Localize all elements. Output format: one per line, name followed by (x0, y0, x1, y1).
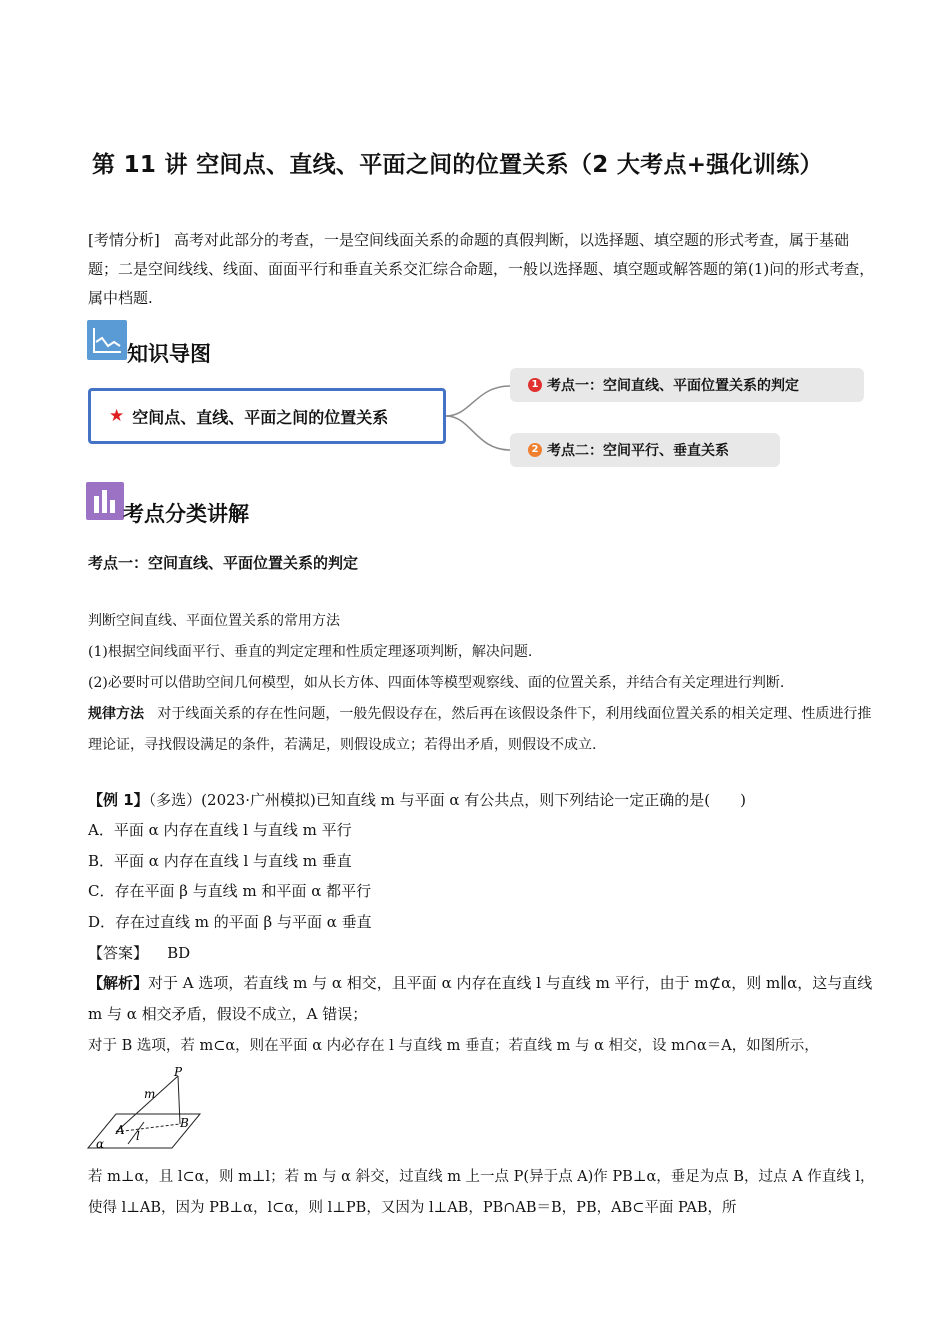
branch-label: 考点一：空间直线、平面位置关系的判定 (547, 378, 799, 394)
geometry-figure (86, 1062, 216, 1154)
analysis-label: 【解析】 (88, 974, 149, 992)
line-chart-icon (87, 320, 127, 360)
rule-text: 对于线面关系的存在性问题，一般先假设存在，然后再在该假设条件下，利用线面位置关系的相关定理、性质进行推理论证，寻找假设满足的条件，若满足，则假设成立；若得出矛盾，则假设不成立. (88, 706, 872, 753)
analysis-2: 对于 B 选项，若 m⊂α，则在平面 α 内必存在 l 与直线 m 垂直；若直线 m 与 α 相交，设 m∩α＝A，如图所示， (88, 1038, 819, 1054)
label-alpha: α (96, 1137, 105, 1151)
rule-paragraph (88, 699, 878, 761)
option-b: B．平面 α 内存在直线 l 与直线 m 垂直 (88, 852, 352, 870)
topic1-heading: 考点一：空间直线、平面位置关系的判定 (88, 554, 359, 572)
method-1: (1)根据空间线面平行、垂直的判定定理和性质定理逐项判断，解决问题. (88, 644, 533, 660)
answer-label: 【答案】 (88, 944, 149, 962)
option-c: C．存在平面 β 与直线 m 和平面 α 都平行 (88, 882, 372, 900)
answer-value: BD (167, 944, 191, 962)
analysis-1-text: 对于 A 选项，若直线 m 与 α 相交，且平面 α 内存在直线 l 与直线 m 平行，由于 m⊄α，则 m∥α，这与直线 m 与 α 相交矛盾，假设不成立，A 错误； (88, 974, 873, 1023)
mind-map-root-label: 空间点、直线、平面之间的位置关系 (132, 407, 389, 427)
option-a: A．平面 α 内存在直线 l 与直线 m 平行 (88, 821, 352, 839)
intro-text: 高考对此部分的考查，一是空间线面关系的命题的真假判断，以选择题、填空题的形式考查，属于基础题；二是空间线线、线面、面面平行和垂直关系交汇综合命题，一般以选择题、填空题或解答题的第(1)问的形式考查，属中档题. (88, 231, 875, 307)
branch-label: 考点二：空间平行、垂直关系 (547, 443, 729, 459)
mind-map-branch-2 (510, 433, 780, 467)
classify-heading: 考点分类讲解 (123, 502, 249, 526)
intro-tag: [考情分析] (88, 231, 160, 249)
method-title: 判断空间直线、平面位置关系的常用方法 (88, 613, 340, 629)
label-b: B (180, 1116, 189, 1130)
star-icon: ★ (109, 406, 125, 426)
analysis-1 (88, 968, 878, 1030)
label-p: P (174, 1065, 183, 1079)
example-stem-text: （多选）(2023·广州模拟)已知直线 m 与平面 α 有公共点，则下列结论一定正确的是( ) (148, 791, 746, 809)
example-label: 【例 1】 (88, 791, 149, 809)
intro-paragraph (88, 226, 878, 313)
example-stem (88, 789, 746, 810)
method-2: (2)必要时可以借助空间几何模型，如从长方体、四面体等模型观察线、面的位置关系，并结合有关定理进行判断. (88, 675, 785, 691)
branch-number-badge: 1 (528, 378, 542, 392)
mind-map-branch-1 (510, 368, 864, 402)
rule-label: 规律方法 (88, 706, 144, 722)
mind-map-connectors (446, 378, 516, 458)
option-d: D．存在过直线 m 的平面 β 与平面 α 垂直 (88, 913, 372, 931)
branch-number-badge: 2 (528, 443, 542, 457)
analysis-3: 若 m⊥α，且 l⊂α，则 m⊥l；若 m 与 α 斜交，过直线 m 上一点 P(异于点 A)作 PB⊥α，垂足为点 B，过点 A 作直线 l，使得 l⊥AB，因为 PB⊥α，l⊂α，则 l⊥PB，又因为 l⊥AB，PB∩AB＝B，PB，AB⊂平面 PAB，所 (88, 1169, 875, 1216)
mind-map-root (88, 388, 446, 444)
label-a: A (116, 1123, 125, 1137)
page-title: 第 11 讲 空间点、直线、平面之间的位置关系（2 大考点+强化训练） (92, 152, 823, 178)
method-block (88, 606, 878, 761)
label-l: l (136, 1129, 140, 1143)
label-m: m (144, 1087, 156, 1101)
bar-chart-icon (86, 482, 124, 520)
answer-line (88, 942, 190, 963)
knowledge-map-heading: 知识导图 (127, 342, 211, 366)
